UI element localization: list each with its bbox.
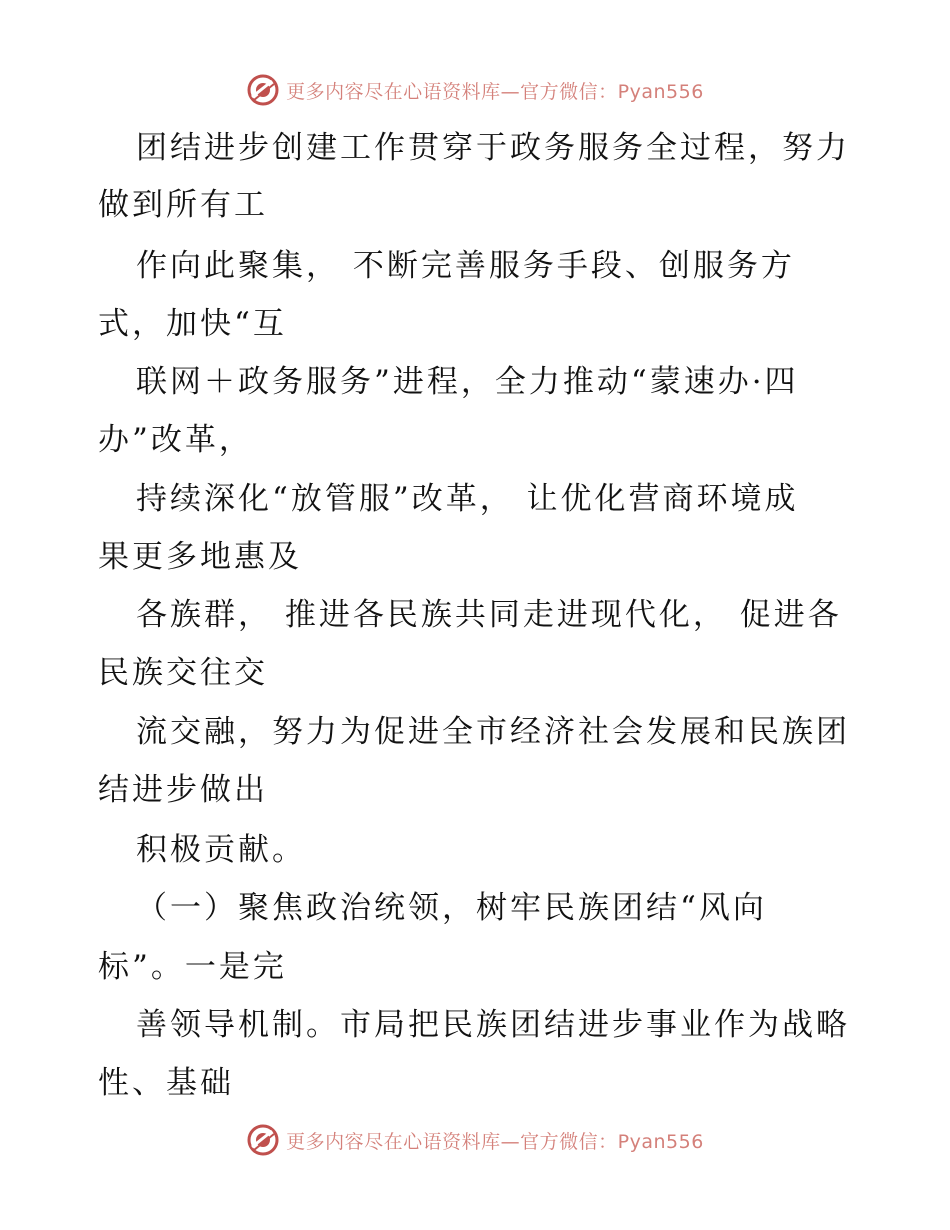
footer-watermark [0,1120,950,1160]
body-line: 民族交往交 [98,655,268,691]
body-line: 式，加快“互 [98,306,287,342]
body-line: 标”。一是完 [98,949,287,985]
body-line: 持续深化“放管服”改革， 让优化营商环境成 [136,481,799,517]
seal-logo-icon [246,73,280,107]
body-line: 善领导机制。市局把民族团结进步事业作为战略 [136,1007,850,1043]
body-line: 积极贡献。 [136,832,306,868]
watermark-text: 更多内容尽在心语资料库—官方微信：Pyan556 [286,80,704,103]
body-line: 作向此聚集， 不断完善服务手段、创服务方 [136,248,795,284]
body-line: 结进步做出 [98,772,268,808]
body-line: 做到所有工 [98,187,268,223]
body-line: 联网＋政务服务”进程，全力推动“蒙速办·四 [136,364,799,400]
body-line: 性、基础 [98,1065,234,1101]
body-line: 团结进步创建工作贯穿于政务服务全过程，努力 [136,130,850,166]
header-watermark [0,70,950,110]
body-line: 果更多地惠及 [98,539,302,575]
body-line: 流交融，努力为促进全市经济社会发展和民族团 [136,714,850,750]
watermark-text: 更多内容尽在心语资料库—官方微信：Pyan556 [286,1130,704,1153]
body-line: 各族群， 推进各民族共同走进现代化， 促进各 [136,597,842,633]
body-line: 办”改革， [98,422,253,458]
seal-logo-icon [246,1123,280,1157]
body-line: （一）聚焦政治统领，树牢民族团结“风向 [136,890,767,926]
